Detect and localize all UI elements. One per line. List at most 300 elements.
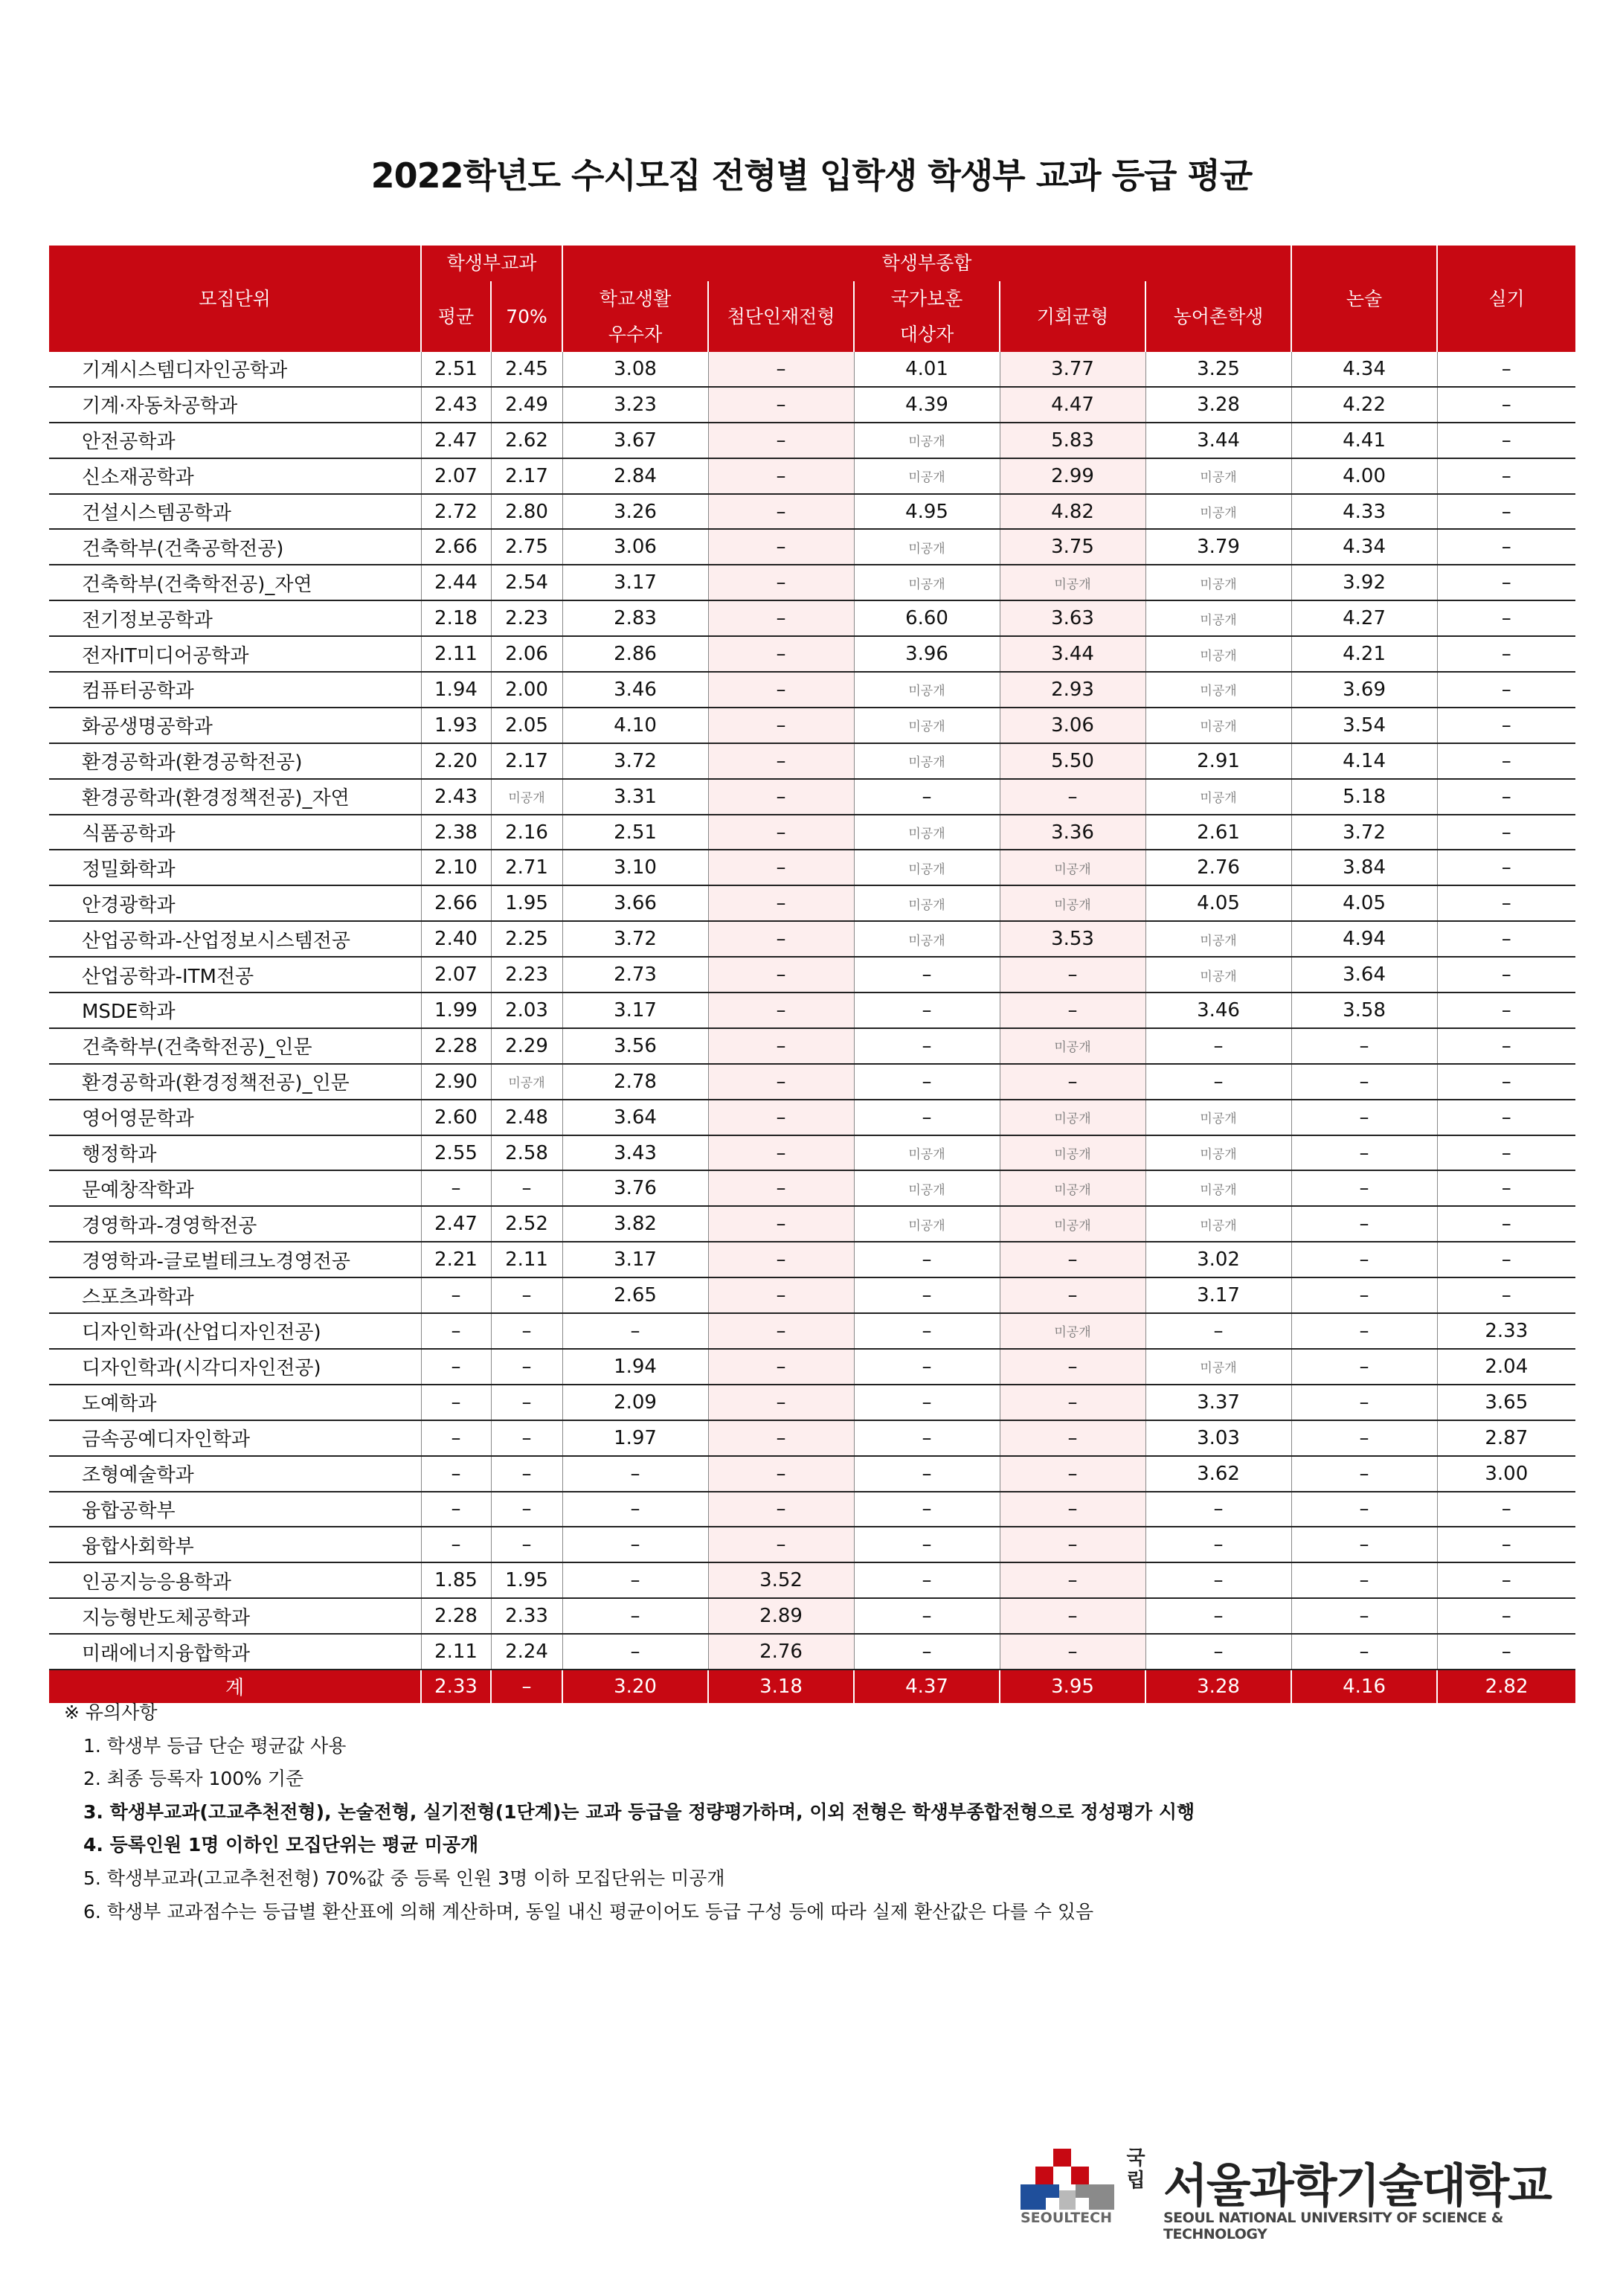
grade-cell: 4.33	[1291, 494, 1437, 530]
unit-name-cell: 식품공학과	[49, 815, 421, 850]
table-row	[49, 779, 1575, 815]
table-row	[49, 387, 1575, 423]
grade-cell: –	[562, 1527, 708, 1562]
grade-cell: 2.44	[421, 565, 491, 600]
unit-name-cell: 산업공학과-ITM전공	[49, 957, 421, 993]
grade-cell: 2.24	[491, 1634, 562, 1670]
grade-cell: 3.96	[854, 636, 1000, 672]
grade-cell: –	[491, 1277, 562, 1313]
unit-name-cell: 컴퓨터공학과	[49, 672, 421, 708]
grade-cell: –	[1437, 850, 1575, 885]
table-row	[49, 600, 1575, 636]
grade-cell: –	[708, 494, 854, 530]
grade-cell: –	[1437, 352, 1575, 387]
grade-cell: 2.99	[1000, 458, 1145, 494]
grade-cell: 미공개	[1145, 1100, 1291, 1135]
grade-cell: –	[1437, 1135, 1575, 1171]
unit-name-cell: 디자인학과(시각디자인전공)	[49, 1349, 421, 1385]
grade-cell: 미공개	[1000, 1100, 1145, 1135]
unit-name-cell: 도예학과	[49, 1385, 421, 1420]
grade-cell: 1.85	[421, 1562, 491, 1598]
grade-cell: –	[1437, 957, 1575, 993]
note-2: 2. 최종 등록자 100% 기준	[83, 1768, 304, 1790]
grade-cell: 3.67	[562, 423, 708, 458]
grade-cell: –	[1437, 600, 1575, 636]
grade-cell: –	[708, 672, 854, 708]
table-row	[49, 815, 1575, 850]
grade-cell: –	[708, 1456, 854, 1492]
unit-name-cell: 융합공학부	[49, 1492, 421, 1527]
grade-cell: –	[1291, 1634, 1437, 1670]
grade-cell: –	[1291, 1170, 1437, 1206]
table-row	[49, 352, 1575, 387]
grade-cell: –	[1437, 708, 1575, 743]
grade-cell: 4.01	[854, 352, 1000, 387]
table-row	[49, 1634, 1575, 1670]
header-gihoe: 기회균형	[1000, 281, 1145, 352]
unit-name-cell: 화공생명공학과	[49, 708, 421, 743]
grade-cell: 2.49	[491, 387, 562, 423]
grade-cell: 미공개	[491, 779, 562, 815]
grade-cell: –	[854, 1456, 1000, 1492]
grade-cell: –	[421, 1456, 491, 1492]
grade-cell: –	[708, 387, 854, 423]
header-cheomdan: 첨단인재전형	[708, 281, 854, 352]
grade-cell: 5.50	[1000, 743, 1145, 779]
grade-cell: –	[1437, 779, 1575, 815]
grade-cell: –	[1000, 1492, 1145, 1527]
header-gukga: 국가보훈 대상자	[854, 281, 1000, 352]
unit-name-cell: MSDE학과	[49, 993, 421, 1028]
grade-cell: 3.52	[708, 1562, 854, 1598]
grade-cell: 미공개	[854, 708, 1000, 743]
grade-cell: –	[1437, 636, 1575, 672]
grade-cell: 2.33	[491, 1598, 562, 1634]
grade-cell: 2.43	[421, 387, 491, 423]
grade-cell: 2.71	[491, 850, 562, 885]
grade-cell: 4.05	[1145, 885, 1291, 921]
grade-cell: –	[708, 565, 854, 600]
total-cell: 4.16	[1291, 1670, 1437, 1703]
grade-cell: 미공개	[854, 1206, 1000, 1242]
grade-cell: 3.77	[1000, 352, 1145, 387]
grade-cell: 2.45	[491, 352, 562, 387]
grade-cell: –	[562, 1634, 708, 1670]
grade-cell: 2.47	[421, 423, 491, 458]
grade-cell: –	[562, 1456, 708, 1492]
grade-cell: –	[1437, 494, 1575, 530]
grade-cell: –	[854, 1634, 1000, 1670]
grade-cell: 2.38	[421, 815, 491, 850]
grade-cell: 4.27	[1291, 600, 1437, 636]
grade-cell: 1.99	[421, 993, 491, 1028]
grade-cell: 3.63	[1000, 600, 1145, 636]
grade-cell: –	[708, 885, 854, 921]
grade-cell: 2.76	[708, 1634, 854, 1670]
grade-cell: –	[1291, 1242, 1437, 1277]
grade-cell: 미공개	[1145, 779, 1291, 815]
page-title: 2022학년도 수시모집 전형별 입학생 학생부 교과 등급 평균	[370, 155, 1253, 196]
grade-cell: 2.93	[1000, 672, 1145, 708]
grade-cell: 2.80	[491, 494, 562, 530]
grade-cell: 2.87	[1437, 1420, 1575, 1456]
unit-name-cell: 환경공학과(환경정책전공)_인문	[49, 1064, 421, 1100]
grade-cell: –	[854, 1100, 1000, 1135]
grade-cell: 2.29	[491, 1028, 562, 1064]
grade-cell: 2.07	[421, 458, 491, 494]
unit-name-cell: 건축학부(건축학전공)_자연	[49, 565, 421, 600]
grade-cell: –	[421, 1349, 491, 1385]
grade-cell: 2.90	[421, 1064, 491, 1100]
grade-cell: –	[708, 600, 854, 636]
grade-cell: –	[708, 993, 854, 1028]
grade-cell: 2.07	[421, 957, 491, 993]
grade-cell: 4.34	[1291, 352, 1437, 387]
grade-cell: 2.55	[421, 1135, 491, 1171]
grade-cell: –	[854, 1420, 1000, 1456]
header-avg: 평균	[421, 281, 491, 352]
grade-cell: –	[708, 636, 854, 672]
grade-cell: 2.91	[1145, 743, 1291, 779]
grade-cell: 3.64	[1291, 957, 1437, 993]
grade-cell: 미공개	[1000, 1206, 1145, 1242]
grade-cell: 미공개	[1145, 957, 1291, 993]
grade-cell: –	[1437, 387, 1575, 423]
grade-cell: 2.54	[491, 565, 562, 600]
header-70pct: 70%	[491, 281, 562, 352]
grade-cell: –	[854, 1242, 1000, 1277]
notes-heading: ※ 유의사항	[64, 1702, 158, 1723]
grade-cell: 3.06	[1000, 708, 1145, 743]
grade-cell: –	[1291, 1064, 1437, 1100]
grade-cell: 3.17	[562, 993, 708, 1028]
grade-cell: 3.54	[1291, 708, 1437, 743]
grade-cell: 3.72	[562, 921, 708, 957]
grade-cell: 2.10	[421, 850, 491, 885]
grade-cell: –	[421, 1492, 491, 1527]
grade-cell: 2.62	[491, 423, 562, 458]
grade-cell: –	[1145, 1028, 1291, 1064]
grade-cell: –	[491, 1349, 562, 1385]
grade-cell: 2.66	[421, 529, 491, 565]
table-row	[49, 672, 1575, 708]
grade-cell: –	[708, 957, 854, 993]
grade-cell: –	[708, 1277, 854, 1313]
grade-cell: –	[1291, 1385, 1437, 1420]
grade-cell: 3.17	[1145, 1277, 1291, 1313]
grade-cell: –	[1000, 1527, 1145, 1562]
grade-cell: 2.23	[491, 600, 562, 636]
grade-cell: –	[421, 1277, 491, 1313]
grade-cell: 3.64	[562, 1100, 708, 1135]
header-jonghap-group: 학생부종합	[562, 246, 1291, 281]
grade-cell: –	[421, 1313, 491, 1349]
grade-cell: 1.97	[562, 1420, 708, 1456]
grade-cell: 2.65	[562, 1277, 708, 1313]
table-row	[49, 1028, 1575, 1064]
grade-cell: 2.03	[491, 993, 562, 1028]
grade-cell: 미공개	[1145, 708, 1291, 743]
grade-cell: 4.41	[1291, 423, 1437, 458]
table-body	[49, 352, 1575, 1703]
grade-cell: –	[1437, 672, 1575, 708]
table-row	[49, 1100, 1575, 1135]
grade-cell: –	[1000, 1634, 1145, 1670]
header-gyogwa-group: 학생부교과	[421, 246, 562, 281]
grade-cell: 3.37	[1145, 1385, 1291, 1420]
total-cell: 3.28	[1145, 1670, 1291, 1703]
grade-cell: 미공개	[1145, 1135, 1291, 1171]
grade-cell: 2.28	[421, 1028, 491, 1064]
table-row	[49, 636, 1575, 672]
grade-cell: 2.86	[562, 636, 708, 672]
unit-name-cell: 신소재공학과	[49, 458, 421, 494]
grade-cell: –	[708, 1527, 854, 1562]
grade-cell: –	[491, 1313, 562, 1349]
grade-cell: –	[491, 1385, 562, 1420]
grade-cell: 미공개	[854, 529, 1000, 565]
grade-cell: 미공개	[854, 850, 1000, 885]
unit-name-cell: 스포츠과학과	[49, 1277, 421, 1313]
grade-cell: –	[1437, 1064, 1575, 1100]
grade-cell: 2.18	[421, 600, 491, 636]
grade-cell: 3.43	[562, 1135, 708, 1171]
grade-cell: –	[1437, 1100, 1575, 1135]
grade-cell: 미공개	[1145, 600, 1291, 636]
grade-cell: –	[854, 1492, 1000, 1527]
unit-name-cell: 기계·자동차공학과	[49, 387, 421, 423]
grade-cell: 4.34	[1291, 529, 1437, 565]
grade-cell: 1.94	[421, 672, 491, 708]
grade-table	[49, 246, 1575, 1703]
unit-name-cell: 전기정보공학과	[49, 600, 421, 636]
table-row	[49, 1349, 1575, 1385]
grade-cell: 미공개	[1145, 1349, 1291, 1385]
grade-cell: 3.36	[1000, 815, 1145, 850]
grade-cell: –	[708, 1492, 854, 1527]
table-row	[49, 494, 1575, 530]
grade-cell: –	[708, 1242, 854, 1277]
grade-cell: –	[1000, 1064, 1145, 1100]
grade-cell: 미공개	[1145, 1206, 1291, 1242]
grade-cell: –	[1437, 458, 1575, 494]
grade-cell: 2.09	[562, 1385, 708, 1420]
grade-cell: 미공개	[854, 458, 1000, 494]
header-silgi: 실기	[1437, 246, 1575, 352]
grade-cell: 3.10	[562, 850, 708, 885]
grade-cell: –	[1437, 423, 1575, 458]
grade-cell: –	[854, 993, 1000, 1028]
grade-cell: 2.05	[491, 708, 562, 743]
grade-cell: 2.51	[421, 352, 491, 387]
grade-cell: –	[1437, 1206, 1575, 1242]
total-cell: 3.95	[1000, 1670, 1145, 1703]
grade-cell: –	[1291, 1313, 1437, 1349]
grade-cell: 3.25	[1145, 352, 1291, 387]
grade-cell: –	[708, 1349, 854, 1385]
grade-cell: 2.66	[421, 885, 491, 921]
grade-cell: 3.46	[562, 672, 708, 708]
table-row	[49, 423, 1575, 458]
grade-cell: –	[1437, 565, 1575, 600]
grade-cell: 4.47	[1000, 387, 1145, 423]
note-1: 1. 학생부 등급 단순 평균값 사용	[83, 1734, 347, 1757]
grade-cell: –	[708, 423, 854, 458]
grade-cell: –	[1000, 1385, 1145, 1420]
table-row	[49, 1492, 1575, 1527]
grade-cell: 4.39	[854, 387, 1000, 423]
grade-cell: 4.22	[1291, 387, 1437, 423]
grade-cell: 5.18	[1291, 779, 1437, 815]
grade-cell: 3.76	[562, 1170, 708, 1206]
grade-cell: 3.65	[1437, 1385, 1575, 1420]
logo-name-en: SEOUL NATIONAL UNIVERSITY OF SCIENCE & TECHNOLOGY	[1163, 2210, 1503, 2242]
grade-cell: 2.16	[491, 815, 562, 850]
total-cell: 2.33	[421, 1670, 491, 1703]
grade-cell: –	[1437, 1527, 1575, 1562]
grade-cell: 2.51	[562, 815, 708, 850]
unit-name-cell: 안전공학과	[49, 423, 421, 458]
table-row	[49, 957, 1575, 993]
grade-cell: –	[1000, 1456, 1145, 1492]
unit-name-cell: 안경광학과	[49, 885, 421, 921]
grade-cell: 6.60	[854, 600, 1000, 636]
grade-cell: –	[708, 1206, 854, 1242]
grade-cell: –	[708, 921, 854, 957]
grade-cell: –	[1437, 1170, 1575, 1206]
grade-cell: 미공개	[1000, 885, 1145, 921]
grade-cell: 2.28	[421, 1598, 491, 1634]
grade-cell: –	[1000, 779, 1145, 815]
grade-cell: –	[1437, 1562, 1575, 1598]
grade-cell: 3.82	[562, 1206, 708, 1242]
grade-cell: –	[854, 1064, 1000, 1100]
grade-cell: 3.79	[1145, 529, 1291, 565]
table-row	[49, 921, 1575, 957]
table-row	[49, 1562, 1575, 1598]
unit-name-cell: 기계시스템디자인공학과	[49, 352, 421, 387]
unit-name-cell: 지능형반도체공학과	[49, 1598, 421, 1634]
grade-cell: –	[1291, 1349, 1437, 1385]
logo-name-ko: 서울과학기술대학교	[1163, 2158, 1552, 2213]
unit-name-cell: 금속공예디자인학과	[49, 1420, 421, 1456]
grade-cell: –	[1437, 1598, 1575, 1634]
grade-cell: 2.75	[491, 529, 562, 565]
grade-cell: 4.00	[1291, 458, 1437, 494]
grade-cell: –	[1000, 1562, 1145, 1598]
grade-cell: –	[708, 458, 854, 494]
grade-cell: 3.28	[1145, 387, 1291, 423]
table-row	[49, 850, 1575, 885]
grade-cell: 4.82	[1000, 494, 1145, 530]
unit-name-cell: 전자IT미디어공학과	[49, 636, 421, 672]
grade-cell: –	[491, 1420, 562, 1456]
table-row	[49, 1277, 1575, 1313]
grade-cell: 1.94	[562, 1349, 708, 1385]
grade-cell: 미공개	[854, 885, 1000, 921]
grade-cell: –	[1437, 1277, 1575, 1313]
grade-cell: 3.00	[1437, 1456, 1575, 1492]
grade-cell: –	[1291, 1420, 1437, 1456]
grade-cell: 미공개	[854, 565, 1000, 600]
unit-name-cell: 디자인학과(산업디자인전공)	[49, 1313, 421, 1349]
grade-cell: 2.60	[421, 1100, 491, 1135]
grade-cell: 2.47	[421, 1206, 491, 1242]
unit-name-cell: 미래에너지융합학과	[49, 1634, 421, 1670]
grade-cell: 4.95	[854, 494, 1000, 530]
grade-cell: 3.08	[562, 352, 708, 387]
grade-cell: –	[1145, 1064, 1291, 1100]
header-nonsul: 논술	[1291, 246, 1437, 352]
grade-cell: 3.44	[1000, 636, 1145, 672]
grade-cell: –	[421, 1385, 491, 1420]
grade-cell: –	[1291, 1028, 1437, 1064]
grade-cell: 2.52	[491, 1206, 562, 1242]
grade-cell: –	[491, 1456, 562, 1492]
table-row	[49, 1598, 1575, 1634]
grade-cell: 2.17	[491, 458, 562, 494]
grade-cell: –	[562, 1313, 708, 1349]
table-row	[49, 1313, 1575, 1349]
grade-cell: –	[708, 743, 854, 779]
unit-name-cell: 환경공학과(환경정책전공)_자연	[49, 779, 421, 815]
grade-cell: –	[421, 1170, 491, 1206]
grade-cell: 2.40	[421, 921, 491, 957]
grade-cell: 2.76	[1145, 850, 1291, 885]
unit-name-cell: 경영학과-글로벌테크노경영전공	[49, 1242, 421, 1277]
grade-cell: 미공개	[854, 743, 1000, 779]
grade-cell: –	[708, 1135, 854, 1171]
grade-cell: 미공개	[1145, 1170, 1291, 1206]
grade-cell: 미공개	[1145, 494, 1291, 530]
grade-cell: –	[708, 708, 854, 743]
grade-cell: –	[854, 1028, 1000, 1064]
grade-cell: –	[1291, 1456, 1437, 1492]
grade-cell: –	[708, 1100, 854, 1135]
note-6: 6. 학생부 교과점수는 등급별 환산표에 의해 계산하며, 동일 내신 평균이어도 등급 구성 등에 따라 실제 환산값은 다를 수 있음	[83, 1900, 1094, 1923]
grade-cell: –	[1437, 921, 1575, 957]
table-row	[49, 529, 1575, 565]
unit-name-cell: 영어영문학과	[49, 1100, 421, 1135]
unit-name-cell: 정밀화학과	[49, 850, 421, 885]
table-row	[49, 993, 1575, 1028]
grade-cell: –	[1437, 885, 1575, 921]
grade-cell: 2.78	[562, 1064, 708, 1100]
grade-cell: 4.14	[1291, 743, 1437, 779]
unit-name-cell: 문예창작학과	[49, 1170, 421, 1206]
grade-cell: 2.11	[491, 1242, 562, 1277]
total-cell: 4.37	[854, 1670, 1000, 1703]
grade-cell: 3.56	[562, 1028, 708, 1064]
grade-cell: 4.21	[1291, 636, 1437, 672]
grade-cell: 2.58	[491, 1135, 562, 1171]
table-row	[49, 1135, 1575, 1171]
grade-cell: –	[1437, 743, 1575, 779]
university-logo	[1021, 2143, 1586, 2242]
grade-cell: 1.95	[491, 885, 562, 921]
grade-cell: –	[421, 1420, 491, 1456]
grade-cell: 2.06	[491, 636, 562, 672]
grade-cell: 4.10	[562, 708, 708, 743]
grade-cell: –	[1291, 1598, 1437, 1634]
grade-cell: –	[1000, 1420, 1145, 1456]
grade-cell: –	[1000, 1598, 1145, 1634]
grade-cell: 3.46	[1145, 993, 1291, 1028]
grade-cell: 미공개	[491, 1064, 562, 1100]
grade-cell: 미공개	[854, 672, 1000, 708]
grade-cell: 3.26	[562, 494, 708, 530]
unit-name-cell: 건설시스템공학과	[49, 494, 421, 530]
